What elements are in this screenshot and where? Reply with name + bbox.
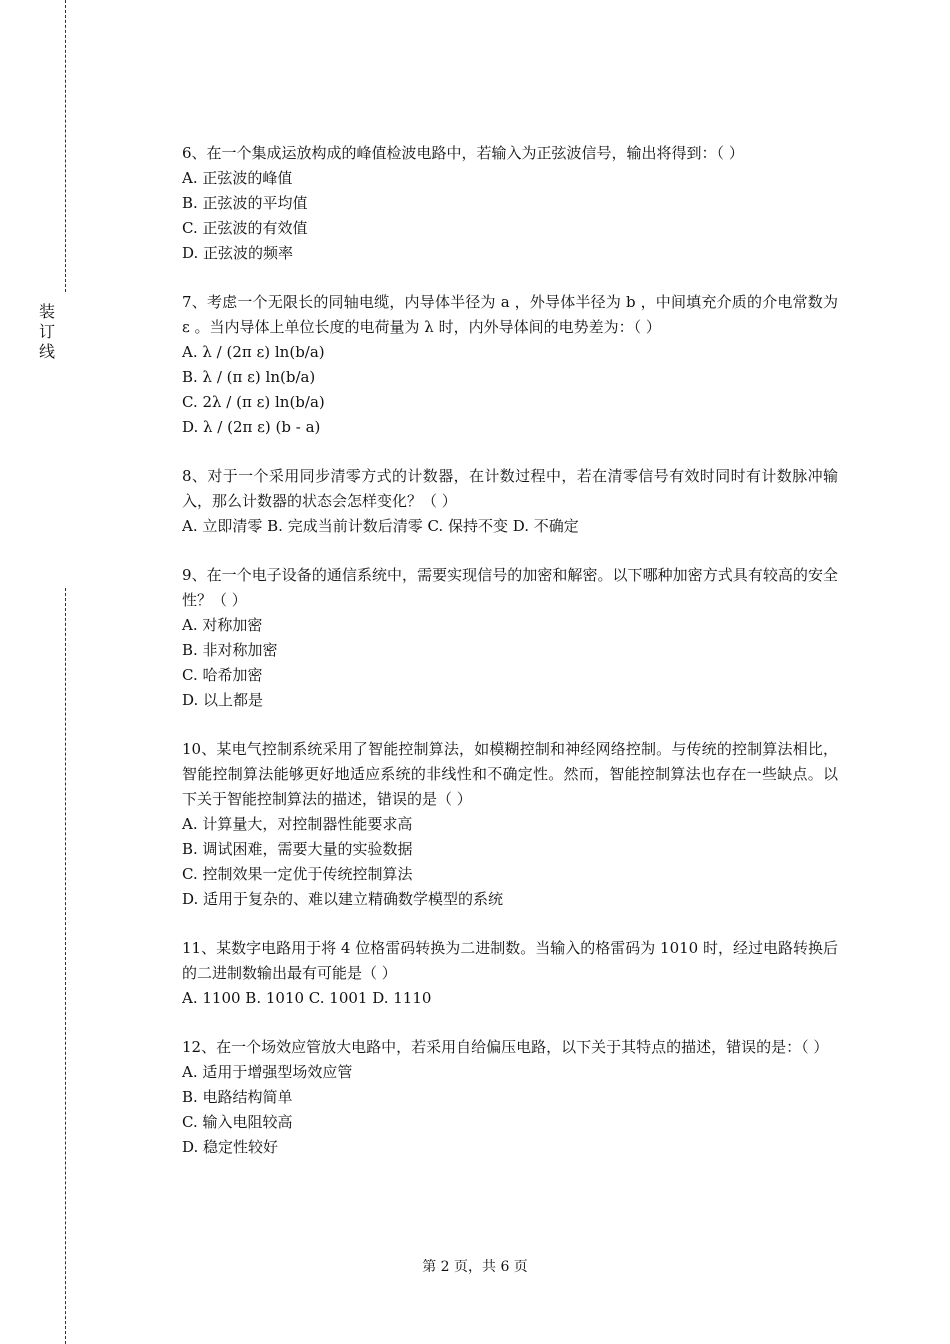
question-9 <box>182 563 838 713</box>
binding-label-char: 装 <box>38 302 55 321</box>
binding-label-char: 线 <box>38 342 55 361</box>
option-d: D. 稳定性较好 <box>182 1138 279 1156</box>
option-c: C. 正弦波的有效值 <box>182 219 308 237</box>
option-c: C. 控制效果一定优于传统控制算法 <box>182 865 413 883</box>
question-12 <box>182 1035 838 1160</box>
option-d: D. 以上都是 <box>182 691 264 709</box>
binding-label <box>37 302 57 362</box>
option-a: A. 对称加密 <box>182 616 263 634</box>
question-stem: 8、对于一个采用同步清零方式的计数器，在计数过程中，若在清零信号有效时同时有计数脉冲输入，那么计数器的状态会怎样变化？（ ） <box>182 467 838 510</box>
question-8 <box>182 464 838 539</box>
question-11 <box>182 936 838 1011</box>
option-b: B. 调试困难，需要大量的实验数据 <box>182 840 413 858</box>
option-b: B. λ / (π ε) ln(b/a) <box>182 368 316 386</box>
option-c: C. 哈希加密 <box>182 666 263 684</box>
question-6 <box>182 141 838 266</box>
binding-dashed-line-bottom <box>65 588 66 1344</box>
option-a: A. 正弦波的峰值 <box>182 169 293 187</box>
option-b: B. 正弦波的平均值 <box>182 194 308 212</box>
option-b: B. 电路结构简单 <box>182 1088 293 1106</box>
binding-label-char: 订 <box>38 322 55 341</box>
option-d: D. 正弦波的频率 <box>182 244 294 262</box>
page-footer: 第 2 页，共 6 页 <box>422 1259 528 1275</box>
option-d: D. 适用于复杂的、难以建立精确数学模型的系统 <box>182 890 504 908</box>
question-list <box>182 141 843 1184</box>
option-a: A. 适用于增强型场效应管 <box>182 1063 353 1081</box>
options-inline: A. 1100 B. 1010 C. 1001 D. 1110 <box>182 989 432 1007</box>
question-7 <box>182 290 843 440</box>
binding-dashed-line-top <box>65 0 66 292</box>
option-b: B. 非对称加密 <box>182 641 278 659</box>
question-stem: 9、在一个电子设备的通信系统中，需要实现信号的加密和解密。以下哪种加密方式具有较高的安全性？（ ） <box>182 566 838 609</box>
option-a: A. 计算量大，对控制器性能要求高 <box>182 815 413 833</box>
options-inline: A. 立即清零 B. 完成当前计数后清零 C. 保持不变 D. 不确定 <box>182 517 579 535</box>
option-d: D. λ / (2π ε) (b - a) <box>182 418 321 436</box>
option-c: C. 2λ / (π ε) ln(b/a) <box>182 393 325 411</box>
question-stem: 10、某电气控制系统采用了智能控制算法，如模糊控制和神经网络控制。与传统的控制算法相比，智能控制算法能够更好地适应系统的非线性和不确定性。然而，智能控制算法也存在一些缺点。以下关于智能控制算法的描述，错误的是（ ） <box>182 740 838 808</box>
question-stem: 6、在一个集成运放构成的峰值检波电路中，若输入为正弦波信号，输出将得到：（ ） <box>182 144 744 162</box>
option-a: A. λ / (2π ε) ln(b/a) <box>182 343 325 361</box>
question-stem: 11、某数字电路用于将 4 位格雷码转换为二进制数。当输入的格雷码为 1010 时，经过电路转换后的二进制数输出最有可能是（ ） <box>182 939 838 982</box>
question-stem: 12、在一个场效应管放大电路中，若采用自给偏压电路，以下关于其特点的描述，错误的是：（ ） <box>182 1038 829 1056</box>
option-c: C. 输入电阻较高 <box>182 1113 293 1131</box>
question-stem: 7、考虑一个无限长的同轴电缆，内导体半径为 a ，外导体半径为 b ，中间填充介质的介电常数为 ε 。当内导体上单位长度的电荷量为 λ 时，内外导体间的电势差为：（ ） <box>182 293 843 336</box>
question-10 <box>182 737 838 912</box>
